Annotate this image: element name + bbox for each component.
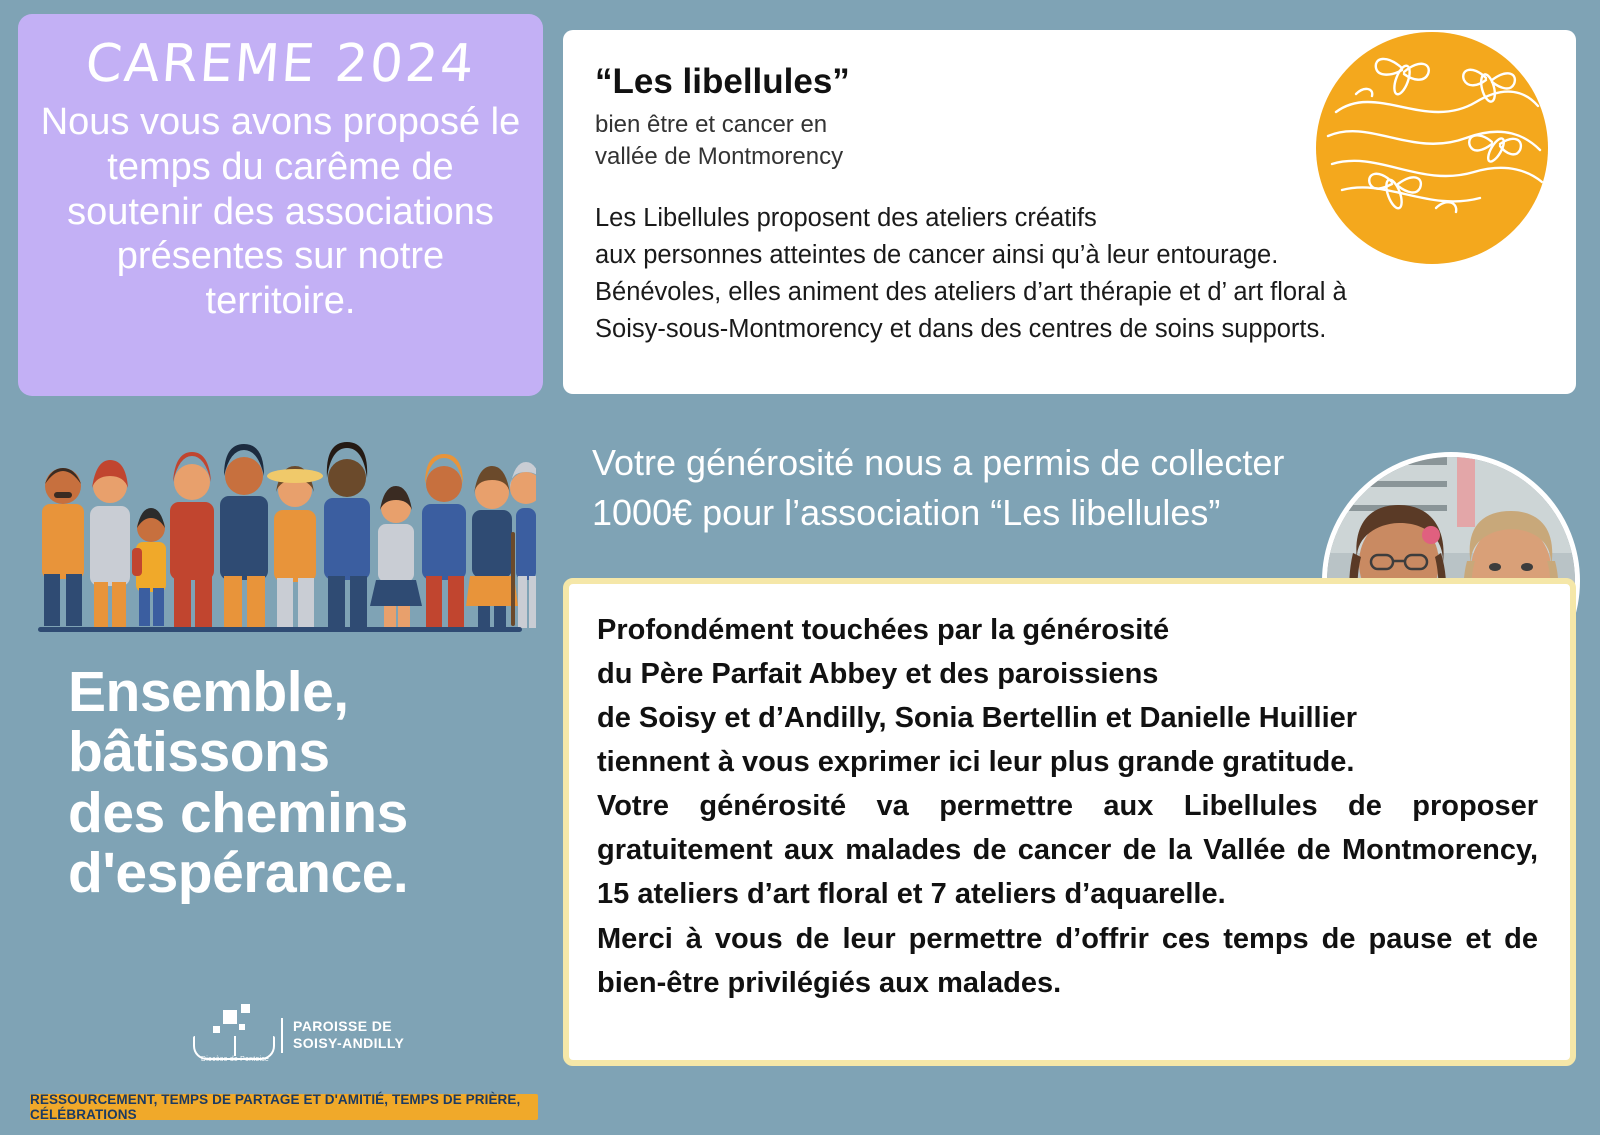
collected-amount-text — [592, 438, 1452, 537]
bottom-banner-text: RESSOURCEMENT, TEMPS DE PARTAGE ET D'AMITIÉ, TEMPS DE PRIÈRE, CÉLÉBRATIONS — [30, 1092, 521, 1122]
left-column — [18, 14, 543, 1122]
association-card — [563, 30, 1576, 394]
lent-intro-card — [18, 14, 543, 396]
dragonfly-logo-svg — [1316, 32, 1548, 264]
thanks-p3: Merci à vous de leur permettre d’offrir ces temps de pause et de bien-être privilégiés aux malades. — [597, 922, 1538, 999]
lent-title: CAREME 2024 — [83, 34, 478, 94]
thanks-card — [563, 578, 1576, 1066]
people-illustration — [24, 424, 536, 639]
slogan-line-4: d'espérance. — [68, 841, 409, 906]
thanks-p2: Votre générosité va permettre aux Libellules de proposer gratuitement aux malades de cancer de la Vallée de Montmorency, 15 ateliers d’art floral et 7 ateliers d’aquarelle. — [597, 790, 1538, 911]
thanks-p1-line-1: Profondément touchées par la générosité — [597, 614, 1170, 646]
association-subtitle-line-2: vallée de Montmorency — [595, 142, 844, 170]
association-description-line-2: aux personnes atteintes de cancer ainsi qu’à leur entourage. — [595, 241, 1279, 270]
slogan-line-2: bâtissons — [68, 720, 330, 785]
association-subtitle-line-1: bien être et cancer en — [595, 111, 828, 138]
crowd-illustration-svg — [24, 424, 536, 639]
thanks-p1-line-3: de Soisy et d’Andilly, Sonia Bertellin et Danielle Huillier — [597, 702, 1358, 735]
slogan-block — [68, 662, 538, 904]
association-description-line-3: Bénévoles, elles animent des ateliers d’art thérapie et d’ art floral à — [595, 277, 1347, 306]
thanks-text — [597, 608, 1538, 1005]
collected-line-1: Votre générosité nous a permis de collecter — [592, 442, 1285, 483]
association-title: “Les libellules” — [595, 62, 850, 101]
dragonfly-logo-icon — [1316, 32, 1548, 264]
slogan-line-3: des chemins — [68, 780, 408, 845]
parish-name-line-1: PAROISSE DE — [293, 1017, 393, 1034]
association-subtitle — [595, 109, 1195, 172]
diocese-label: Diocèse de Pontoise — [201, 1056, 270, 1063]
slogan-line-1: Ensemble, — [68, 660, 349, 724]
thanks-p1-line-4: tiennent à vous exprimer ici leur plus grande gratitude. — [597, 746, 1355, 779]
thanks-p1-line-2: du Père Parfait Abbey et des paroissiens — [597, 658, 1159, 691]
book-and-squares-icon — [193, 1004, 271, 1066]
association-description-line-1: Les Libellules proposent des ateliers créatifs — [595, 204, 1097, 233]
collected-line-2: 1000€ pour l’association “Les libellules” — [592, 491, 1221, 533]
association-description-line-4: Soisy-sous-Montmorency et dans des centres de soins supports. — [595, 314, 1327, 343]
lent-body-text: Nous vous avons proposé le temps du carême de soutenir des associations présentes sur notre territoire. — [40, 101, 521, 323]
bottom-banner — [30, 1094, 538, 1120]
parish-logo — [193, 999, 413, 1071]
parish-name — [281, 1018, 404, 1053]
parish-name-line-2: SOISY-ANDILLY — [293, 1035, 405, 1051]
